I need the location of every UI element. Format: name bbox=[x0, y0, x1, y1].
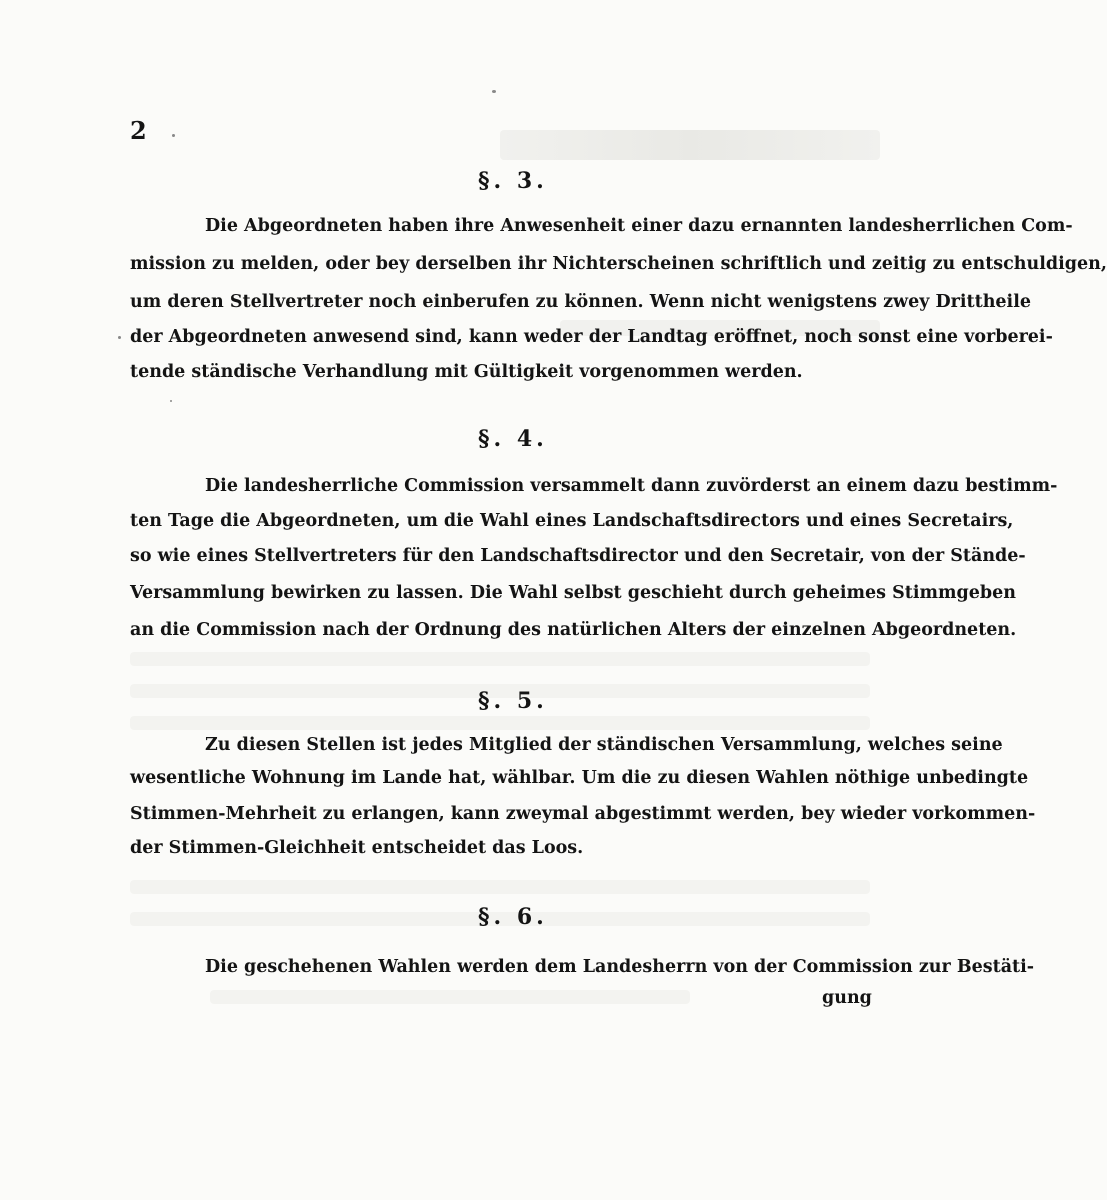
text-line: Versammlung bewirken zu lassen. Die Wahl selbst geschieht durch geheimes Stimmgeben bbox=[130, 583, 1016, 603]
text-line: wesentliche Wohnung im Lande hat, wählbar. Um die zu diesen Wahlen nöthige unbedingte bbox=[130, 768, 1029, 788]
bleed-through-decoration bbox=[130, 716, 870, 730]
text-line: mission zu melden, oder bey derselben ihr Nichterscheinen schriftlich und zeitig zu entschuldigen, bbox=[130, 254, 1107, 274]
bleed-through-decoration bbox=[130, 652, 870, 666]
text-line: so wie eines Stellvertreters für den Landschaftsdirector und den Secretair, von der Stände- bbox=[130, 546, 1026, 566]
section-heading: §. 5. bbox=[478, 688, 548, 714]
bleed-through-decoration bbox=[210, 990, 690, 1004]
print-speck bbox=[170, 400, 172, 402]
bleed-through-decoration bbox=[130, 880, 870, 894]
section-heading: §. 6. bbox=[478, 904, 548, 930]
text-line: der Stimmen-Gleichheit entscheidet das Loos. bbox=[130, 838, 584, 858]
text-line: um deren Stellvertreter noch einberufen zu können. Wenn nicht wenigstens zwey Drittheile bbox=[130, 292, 1031, 312]
print-speck bbox=[492, 90, 496, 93]
text-line: an die Commission nach der Ordnung des natürlichen Alters der einzelnen Abgeordneten. bbox=[130, 620, 1017, 640]
text-line: Die geschehenen Wahlen werden dem Landesherrn von der Commission zur Bestäti- bbox=[205, 957, 1035, 977]
text-line: Stimmen-Mehrheit zu erlangen, kann zweymal abgestimmt werden, bey wieder vorkommen- bbox=[130, 804, 1036, 824]
text-line: ten Tage die Abgeordneten, um die Wahl eines Landschaftsdirectors und eines Secretairs, bbox=[130, 511, 1014, 531]
text-line: Die Abgeordneten haben ihre Anwesenheit einer dazu ernannten landesherrlichen Com- bbox=[205, 216, 1073, 236]
text-line: Die landesherrliche Commission versammelt dann zuvörderst an einem dazu bestimm- bbox=[205, 476, 1058, 496]
text-line: Zu diesen Stellen ist jedes Mitglied der ständischen Versammlung, welches seine bbox=[205, 735, 1003, 755]
bleed-through-decoration bbox=[500, 130, 880, 160]
section-heading: §. 4. bbox=[478, 426, 548, 452]
print-speck bbox=[172, 134, 175, 137]
text-line: tende ständische Verhandlung mit Gültigkeit vorgenommen werden. bbox=[130, 362, 803, 382]
section-heading: §. 3. bbox=[478, 168, 548, 194]
page-number: 2 bbox=[130, 116, 147, 145]
text-line: der Abgeordneten anwesend sind, kann weder der Landtag eröffnet, noch sonst eine vorberei- bbox=[130, 327, 1053, 347]
print-speck bbox=[118, 336, 121, 339]
catchword: gung bbox=[822, 988, 872, 1008]
